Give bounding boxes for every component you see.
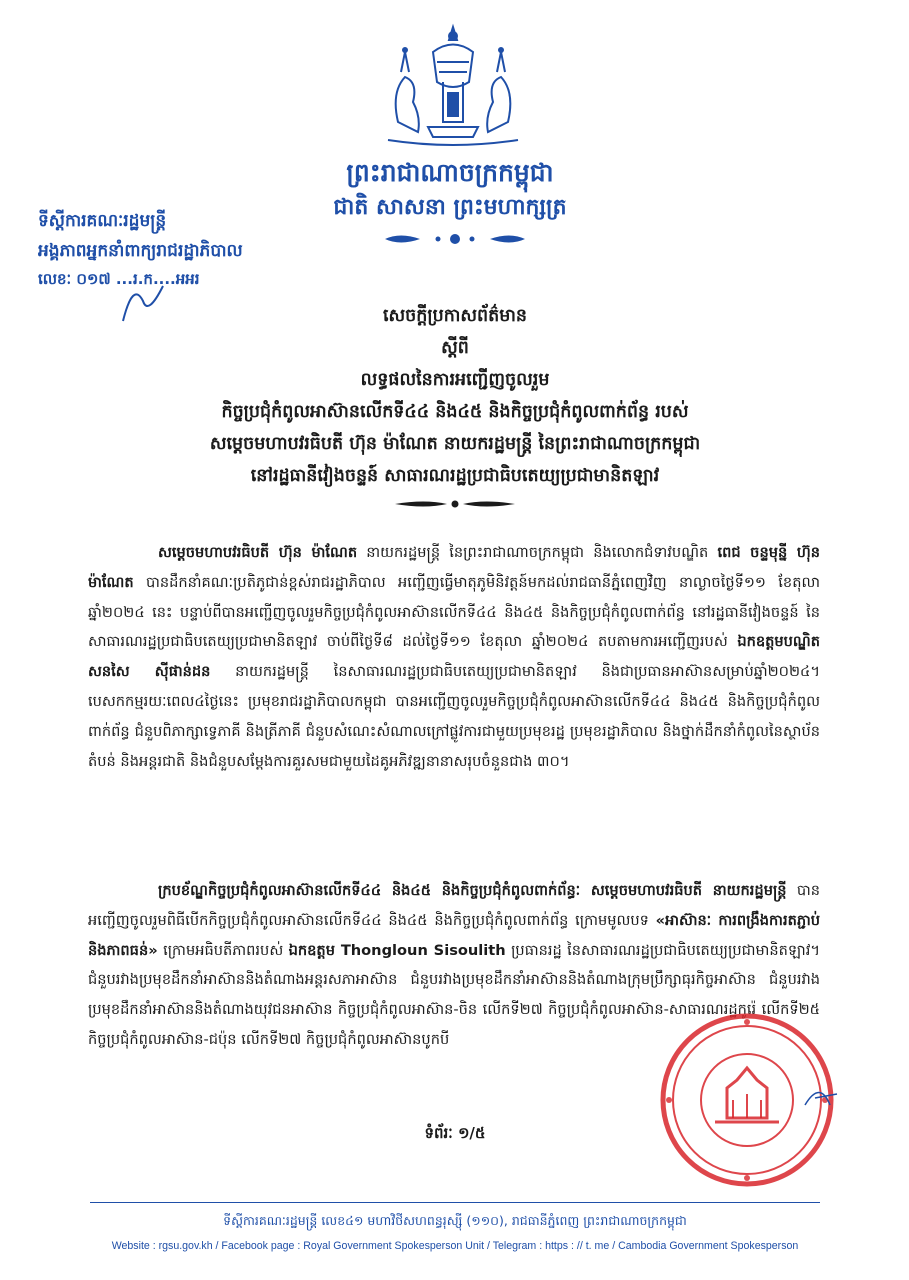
kingdom-name: ព្រះរាជាណាចក្រកម្ពុជា (346, 158, 554, 187)
title-line: កិច្ចប្រជុំកំពូលអាស៊ានលើកទី៤៤ និង៤៥ និងកិច្ចប្រជុំកំពូលពាក់ព័ន្ធ របស់ (221, 402, 689, 422)
footer-divider (90, 1202, 820, 1203)
title-line: សម្តេចមហាបវរធិបតី ហ៊ុន ម៉ាណែត នាយករដ្ឋមន្ត្រី នៃព្រះរាជាណាចក្រកម្ពុជា (209, 434, 701, 454)
paragraph-text: ប្រធានរដ្ឋ នៃសាធារណរដ្ឋប្រជាធិបតេយ្យប្រជាមានិតឡាវ។ ជំនួបរវាងប្រមុខដឹកនាំអាស៊ាននិងតំណាងអន្តរសភាអាស៊ាន ជំនួបរវាងប្រមុខដឹកនាំអាស៊ាននិងតំណាងក្រុមប្រឹក្សាធុរកិច្ចអាស៊ាន ជំនួបរវាងប្រមុខដឹកនាំអាស៊ាននិងតំណាងយុវជនអាស៊ាន កិច្ចប្រជុំកំពូលអាស៊ាន-ចិន លើកទី២៧ កិច្ចប្រជុំកំពូលអាស៊ាន-សាធារណរដ្ឋកូរ៉េ លើកទី២៥ កិច្ចប្រជុំកំពូលអាស៊ាន-ជប៉ុន លើកទី២៧ កិច្ចប្រជុំកំពូលអាស៊ានបូកបី (88, 941, 820, 1048)
footer-links: Website : rgsu.gov.kh / Facebook page : Royal Government Spokesperson Unit / Telegram : https : // t. me / Cambodia Government Spokesperson (111, 1240, 799, 1252)
bold-text: ក្របខ័ណ្ឌកិច្ចប្រជុំកំពូលអាស៊ានលើកទី៤៤ និង៤៥ និងកិច្ចប្រជុំកំពូលពាក់ព័ន្ធៈ សម្តេចមហាបវរធិបតី នាយករដ្ឋមន្ត្រី (158, 882, 787, 899)
bold-text: ឯកឧត្តមបណ្ឌិត សនសៃ ស៊ីផាន់ដន (88, 633, 820, 681)
unit-name: អង្គភាពអ្នកនាំពាក្យរាជរដ្ឋាភិបាល (38, 241, 243, 261)
body-paragraph-1 (88, 538, 820, 776)
paragraph-text: បានអញ្ជើញចូលរួមពិធីបើកកិច្ចប្រជុំកំពូលអាស៊ានលើកទី៤៤ និង៤៥ និងកិច្ចប្រជុំកំពូលពាក់ព័ន្ធ ក្រោមមូលបទ (88, 882, 820, 929)
title-line: នៅរដ្ឋធានីវៀងចន្ទន៍ សាធារណរដ្ឋប្រជាធិបតេយ្យប្រជាមានិតឡាវ (250, 466, 660, 486)
title-line: ស្តីពី (441, 338, 469, 358)
office-name: ទីស្ដីការគណៈរដ្ឋមន្ដ្រី (38, 211, 167, 231)
bold-text: «អាស៊ានៈ ការពង្រឹងការតភ្ជាប់ និងភាពធន់» (88, 911, 820, 959)
national-motto: ជាតិ សាសនា ព្រះមហាក្សត្រ (333, 195, 567, 220)
official-seal-icon (655, 1010, 840, 1190)
footer-address: ទីស្តីការគណៈរដ្ឋមន្ត្រី លេខ៤១ មហាវិថីសហពន្ធរុស្ស៊ី (១១០), រាជធានីភ្នំពេញ ព្រះរាជាណាចក្រកម្ពុជា (223, 1213, 687, 1228)
bold-text: សម្តេចមហាបវរធិបតី ហ៊ុន ម៉ាណែត (158, 544, 358, 561)
paragraph-text: បានដឹកនាំគណៈប្រតិភូជាន់ខ្ពស់រាជរដ្ឋាភិបាល អញ្ជើញធ្វើមាតុភូមិនិវត្តន៍មកដល់រាជធានីភ្នំពេញវិញ នាល្ងាចថ្ងៃទី១១ ខែតុលា ឆ្នាំ២០២៤ នេះ បន្ទាប់ពីបានអញ្ជើញចូលរួមកិច្ចប្រជុំកំពូលអាស៊ានលើកទី៤៤ និង៤៥ និងកិច្ចប្រជុំកំពូលពាក់ព័ន្ធ នៅរដ្ឋធានីវៀងចន្ទន៍ នៃសាធារណរដ្ឋប្រជាធិបតេយ្យប្រជាមានិតឡាវ ចាប់ពីថ្ងៃទី៨ ដល់ថ្ងៃទី១១ ខែតុលា ឆ្នាំ២០២៤ តបតាមការអញ្ជើញរបស់ (88, 573, 820, 651)
paragraph-text: នាយករដ្ឋមន្ត្រី នៃព្រះរាជាណាចក្រកម្ពុជា និងលោកជំទាវបណ្ឌិត (357, 544, 718, 561)
title-line: លទ្ធផលនៃការអញ្ជើញចូលរួម (360, 370, 550, 390)
reference-number: លេខៈ ០១៧ ...រ.ក....អអរ (38, 270, 200, 288)
ornament-divider-icon (385, 498, 525, 510)
title-line: សេចក្តីប្រកាសព័ត៌មាន (382, 306, 528, 326)
paragraph-text: នាយករដ្ឋមន្ត្រី នៃសាធារណរដ្ឋប្រជាធិបតេយ្យប្រជាមានិតឡាវ និងជាប្រធានអាស៊ានសម្រាប់ឆ្នាំ២០២៤។ បេសកកម្មរយៈពេល៤ថ្ងៃនេះ ប្រមុខរាជរដ្ឋាភិបាលកម្ពុជា បានអញ្ជើញចូលរួមកិច្ចប្រជុំកំពូលអាស៊ានលើកទី៤៤ និង៤៥ និងកិច្ចប្រជុំកំពូលពាក់ព័ន្ធ ជំនួបពិភាក្សាទ្វេភាគី និងត្រីភាគី ជំនួបសំណេះសំណាលក្រៅផ្លូវការជាមួយប្រមុខរដ្ឋ ប្រមុខរដ្ឋាភិបាល និងថ្នាក់ដឹកនាំកំពូលនៃស្ថាប័នតំបន់ និងអន្តរជាតិ និងជំនួបសម្តែងការគួរសមជាមួយដៃគូអភិវឌ្ឍនានាសរុបចំនួនជាង ៣០។ (88, 663, 820, 770)
page-number: ទំព័រៈ ១/៥ (424, 1124, 486, 1142)
royal-coat-of-arms-icon (373, 22, 533, 152)
bold-text: ឯកឧត្តម Thongloun Sisoulith (288, 941, 506, 959)
announcement-title (100, 300, 810, 492)
paragraph-text: ក្រោមអធិបតីភាពរបស់ (157, 941, 289, 959)
ornament-divider-icon (380, 228, 530, 250)
bold-text: ពេជ ចន្ទមុន្នី ហ៊ុនម៉ាណែត (88, 544, 820, 591)
